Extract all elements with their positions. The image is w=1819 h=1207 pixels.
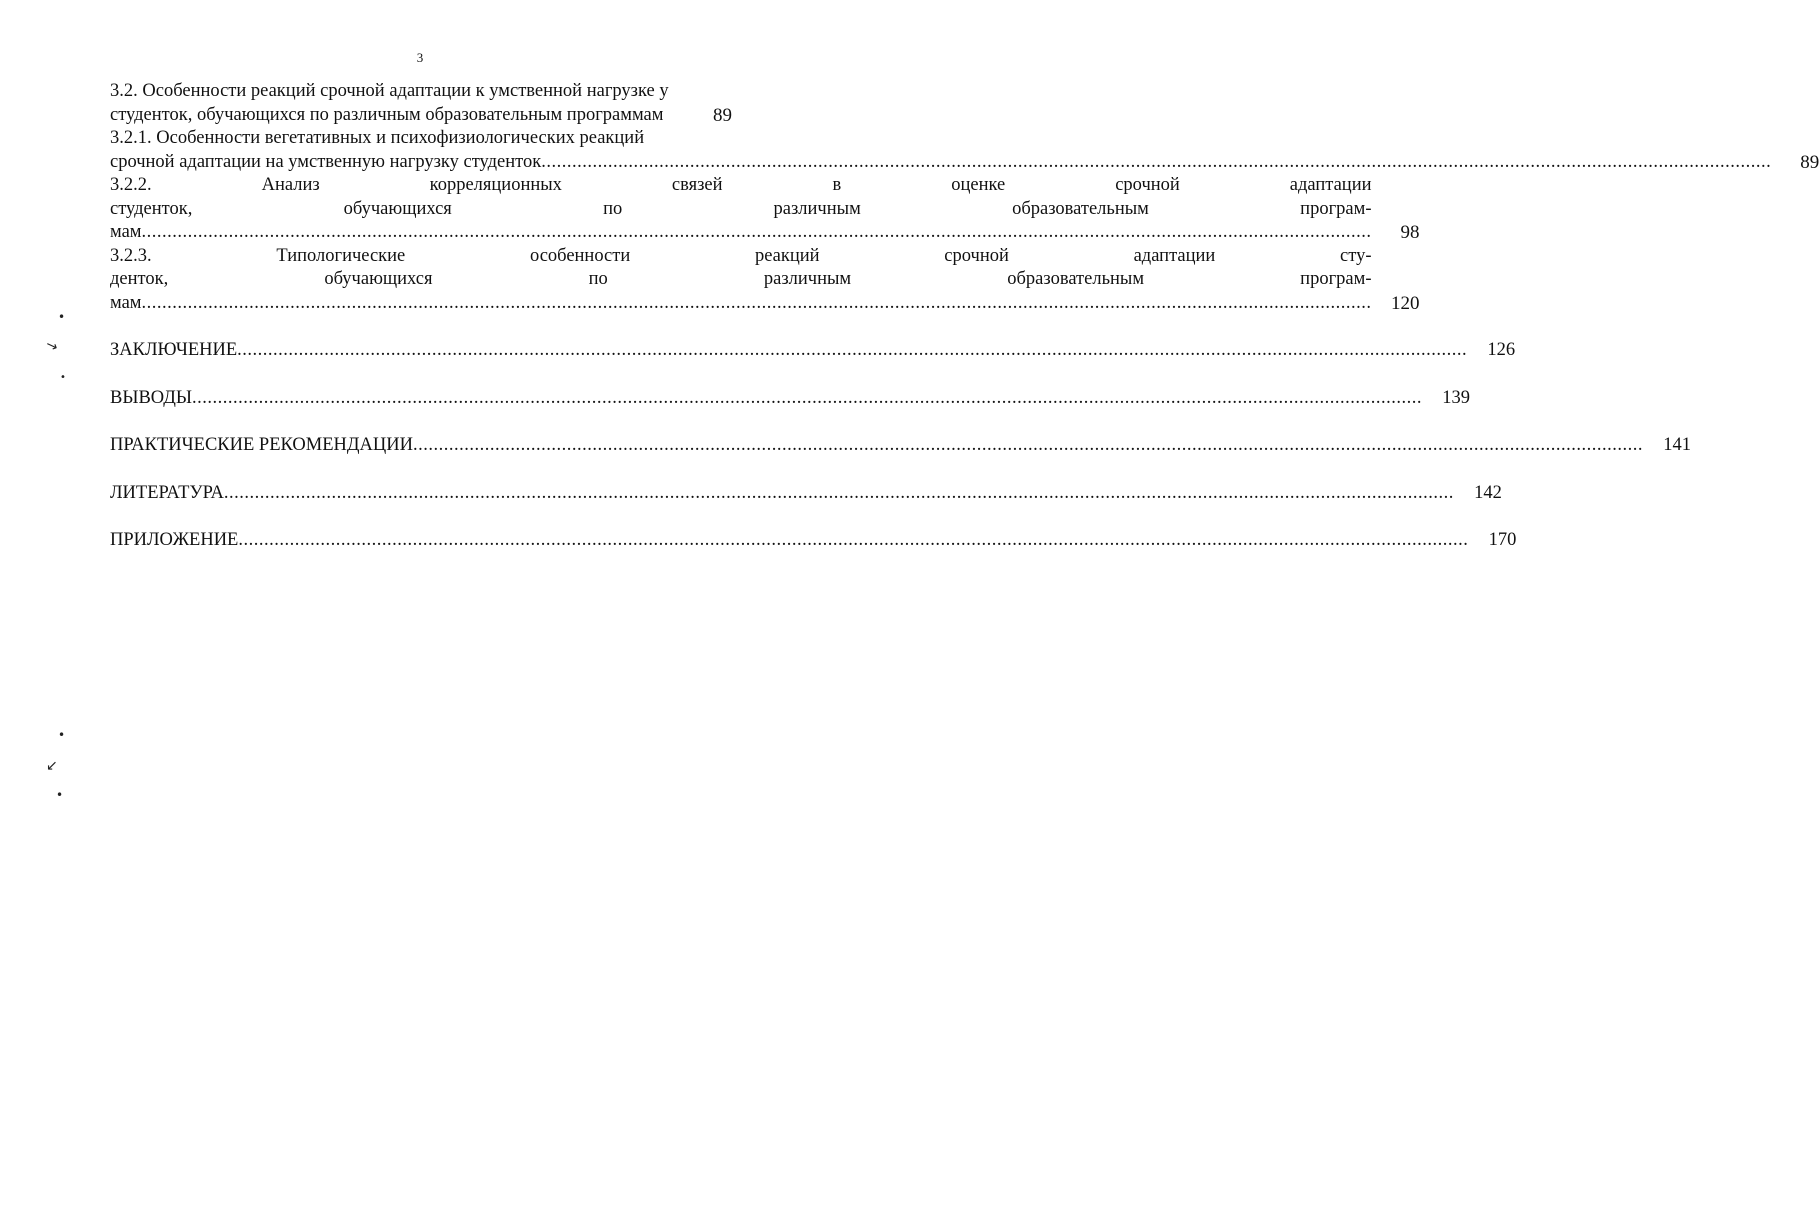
toc-page-number: 142 (1474, 482, 1502, 503)
toc-line: 3.2.3. Типологические особенности реакций срочной адаптации сту- (110, 245, 1372, 266)
toc-chapter-title: ЛИТЕРАТУРА (110, 482, 224, 503)
toc-entry-3-2-3 (110, 245, 1420, 316)
toc-line: студенток, обучающихся по различным образовательным програм- (110, 198, 1372, 219)
dot-leader (413, 434, 1643, 458)
toc-page-number: 89 (1800, 151, 1819, 173)
toc-page-number: 120 (1391, 292, 1420, 314)
dot-leader (224, 482, 1454, 506)
scan-speck: ↙ (46, 758, 58, 774)
scan-speck: • (56, 788, 64, 802)
toc-line: денток, обучающихся по различным образовательным програм- (110, 269, 1372, 289)
dot-leader (237, 339, 1467, 363)
toc-line: мам (110, 292, 142, 313)
toc-page-number: 126 (1487, 340, 1516, 360)
dot-leader (142, 221, 1372, 245)
toc-page-number: 170 (1488, 530, 1517, 550)
toc-line: мам (110, 222, 142, 242)
table-of-contents (110, 80, 1819, 553)
page-number: 3 (416, 50, 424, 65)
toc-entry-conclusions (110, 387, 1471, 411)
scan-speck: • (60, 372, 66, 383)
toc-entry-literature (110, 482, 1502, 506)
dot-leader (541, 151, 1771, 175)
toc-line: студенток, обучающихся по различным образовательным программам (110, 104, 664, 125)
toc-entry-appendix (110, 529, 1517, 553)
toc-page-number: 139 (1442, 387, 1471, 408)
toc-chapter-title: ВЫВОДЫ (110, 387, 193, 408)
toc-page-number: 141 (1663, 435, 1691, 455)
toc-chapter-title: ЗАКЛЮЧЕНИЕ (110, 340, 238, 360)
toc-chapter-title: ПРИЛОЖЕНИЕ (110, 530, 239, 550)
toc-entry-recommendations (110, 434, 1691, 458)
toc-entry-conclusion (110, 339, 1516, 363)
toc-line: срочной адаптации на умственную нагрузку студенток (110, 151, 542, 172)
toc-line: 3.2. Особенности реакций срочной адаптации к умственной нагрузке у (110, 81, 669, 101)
scan-speck: • (58, 728, 66, 742)
toc-entry-3-2 (110, 80, 732, 127)
scan-speck: ↘ (43, 336, 61, 356)
toc-line: 3.2.1. Особенности вегетативных и психофизиологических реакций (110, 128, 645, 148)
toc-chapter-title: ПРАКТИЧЕСКИЕ РЕКОМЕНДАЦИИ (110, 435, 413, 455)
dot-leader (142, 292, 1372, 316)
toc-page-number: 98 (1400, 222, 1420, 243)
dot-leader (192, 387, 1422, 411)
toc-entry-3-2-2 (110, 174, 1420, 245)
toc-page-number: 89 (713, 104, 732, 126)
dot-leader (238, 529, 1468, 553)
toc-line: 3.2.2. Анализ корреляционных связей в оценке срочной адаптации (110, 175, 1372, 195)
scan-speck: • (58, 310, 66, 324)
toc-entry-3-2-1 (110, 127, 1819, 174)
